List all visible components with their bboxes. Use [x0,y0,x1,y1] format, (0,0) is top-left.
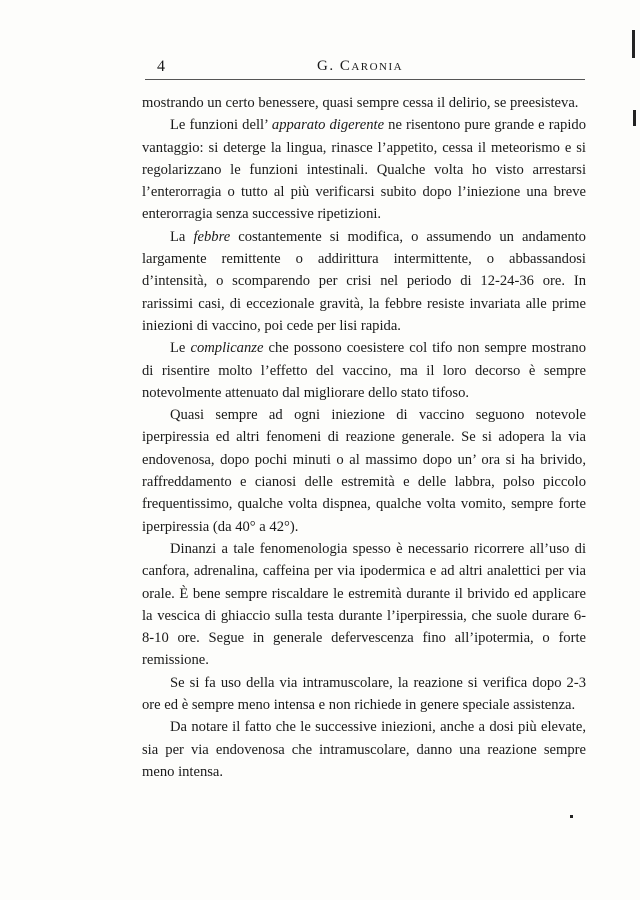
scan-mark-right [633,110,636,126]
running-head: G. Caronia [317,58,404,74]
text-run: ne risentono pure grande e rapido vantaggio: si deterge la lingua, rinasce l’appetito, cessa il meteorismo e si regolarizzano le funzioni intestinali. Qualche volta ho visto arrestarsi l’enterorragia o tutto al più verificarsi subito dopo l’iniezione una breve enterorragia senza successive ripetizioni. [142,117,587,223]
text-run: La [170,228,194,245]
text-run: Le funzioni dell’ [170,117,272,134]
paragraph [142,404,586,538]
italic-term: complicanze [190,340,264,357]
paragraph [142,538,586,672]
text-run: Da notare il fatto che le successive iniezioni, anche a dosi più elevate, sia per via endovenosa che intramuscolare, danno una reazione sempre meno intensa. [142,719,586,780]
paragraph [142,716,586,783]
scan-mark-top-right [632,30,635,58]
text-run: mostrando un certo benessere, quasi sempre cessa il delirio, se preesisteva. [142,95,579,111]
text-run: Le [170,340,191,357]
text-run: costantemente si modifica, o assumendo un andamento largamente remittente o addirittura intermittente, o abbassandosi d’intensità, o scomparendo per crisi nel periodo di 12-24-36 ore. In rarissimi casi, di eccezionale gravità, la febbre resiste invariata alle prime iniezioni di vaccino, poi cede per lisi rapida. [142,228,586,334]
paragraph [142,226,586,337]
scan-mark-bottom-right [570,815,573,818]
text-run: Se si fa uso della via intramuscolare, la reazione si verifica dopo 2-3 ore ed è sempre meno intensa e non richiede in genere speciale assistenza. [142,674,586,714]
paragraph [142,92,586,114]
body-text [142,92,586,783]
italic-term: febbre [193,228,231,245]
paragraph [142,337,586,404]
text-run: che possono coesistere col tifo non sempre mostrano di risentire molto l’effetto del vaccino, ma il loro decorso è sempre notevolmente attenuato dal migliorare dello stato tifoso. [142,340,586,401]
header-rule [145,79,585,80]
page-header [145,58,585,80]
italic-term: apparato digerente [271,117,385,134]
text-run: Quasi sempre ad ogni iniezione di vaccino seguono notevole iperpiressia ed altri fenomeni di reazione generale. Se si adopera la via endovenosa, dopo pochi minuti o al massimo dopo un’ ora si ha brivido, raffreddamento e cianosi delle estremità e delle labbra, polso piccolo frequentissimo, qualche volta dispnea, qualche volta vomito, sempre forte iperpiressia (da 40° a 42°). [142,407,586,535]
paragraph [142,672,586,717]
text-run: Dinanzi a tale fenomenologia spesso è necessario ricorrere all’uso di canfora, adrenalina, caffeina per via ipodermica e ad altri analettici per via orale. È bene sempre riscaldare le estremità durante il brivido ed applicare la vescica di ghiaccio sulla testa durante l’iperpiressia, che suole durare 6-8-10 ore. Segue in generale defervescenza fino all’ipotermia, o forte remissione. [142,540,586,669]
page-number: 4 [157,58,165,75]
paragraph [142,114,586,225]
